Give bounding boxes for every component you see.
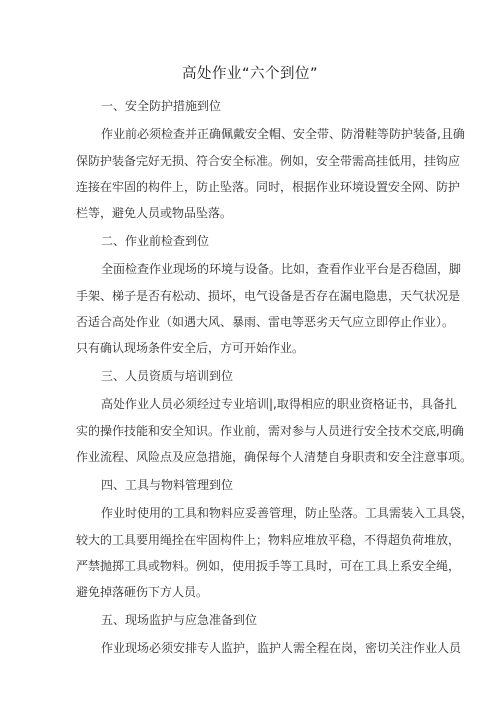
section-heading-5: 五、现场监护与应急准备到位 (101, 613, 258, 627)
section-5-line-1: 作业现场必须安排专人监护，监护人需全程在岗，密切关注作业人员 (101, 641, 462, 655)
section-1-line-3: 连接在牢固的构件上，防止坠落。同时，根据作业环境设置安全网、防护 (76, 180, 461, 194)
section-1-line-1: 作业前必须检查并正确佩戴安全帽、安全带、防滑鞋等防护装备,且确 (101, 127, 465, 141)
section-heading-2: 二、作业前检查到位 (101, 234, 210, 248)
section-2-line-1: 全面检查作业现场的环境与设备。比如，查看作业平台是否稳固，脚 (101, 262, 462, 276)
section-3-line-3: 作业流程、风险点及应急措施，确保每个人清楚自身职责和安全注意事项。 (76, 450, 473, 464)
section-3-line-1: 高处作业人员必须经过专业培训|,取得相应的职业资格证书，具备扎 (101, 397, 457, 411)
section-heading-1: 一、安全防护措施到位 (101, 99, 222, 113)
section-1-line-4: 栏等，避免人员或物品坠落。 (76, 206, 233, 220)
section-1-line-2: 保防护装备完好无损、符合安全标准。例如，安全带需高挂低用，挂钩应 (76, 154, 461, 168)
section-4-line-2: 较大的工具要用绳拴在牢固构件上；物料应堆放平稳，不得超负荷堆放， (76, 533, 461, 547)
section-heading-4: 四、工具与物料管理到位 (101, 478, 234, 492)
section-heading-3: 三、人员资质与培训到位 (101, 369, 234, 383)
section-4-line-4: 避免掉落砸伤下方人员。 (76, 585, 209, 599)
section-2-line-3: 否适合高处作业（如遇大风、暴雨、雷电等恶劣天气应立即停止作业）。 (76, 315, 455, 329)
section-3-line-2: 实的操作技能和安全知识。作业前，需对参与人员进行安全技术交底,明确 (76, 424, 464, 438)
document-title: 高处作业“六个到位” (181, 66, 319, 82)
section-2-line-2: 手架、梯子是否有松动、损坏，电气设备是否存在漏电隐患，天气状况是 (76, 289, 461, 303)
section-4-line-1: 作业时使用的工具和物料应妥善管理，防止坠落。工具需装入工具袋， (101, 506, 474, 520)
section-2-line-4: 只有确认现场条件安全后，方可开始作业。 (76, 341, 305, 355)
section-4-line-3: 严禁抛掷工具或物料。例如，使用扳手等工具时，可在工具上系安全绳， (76, 559, 461, 573)
